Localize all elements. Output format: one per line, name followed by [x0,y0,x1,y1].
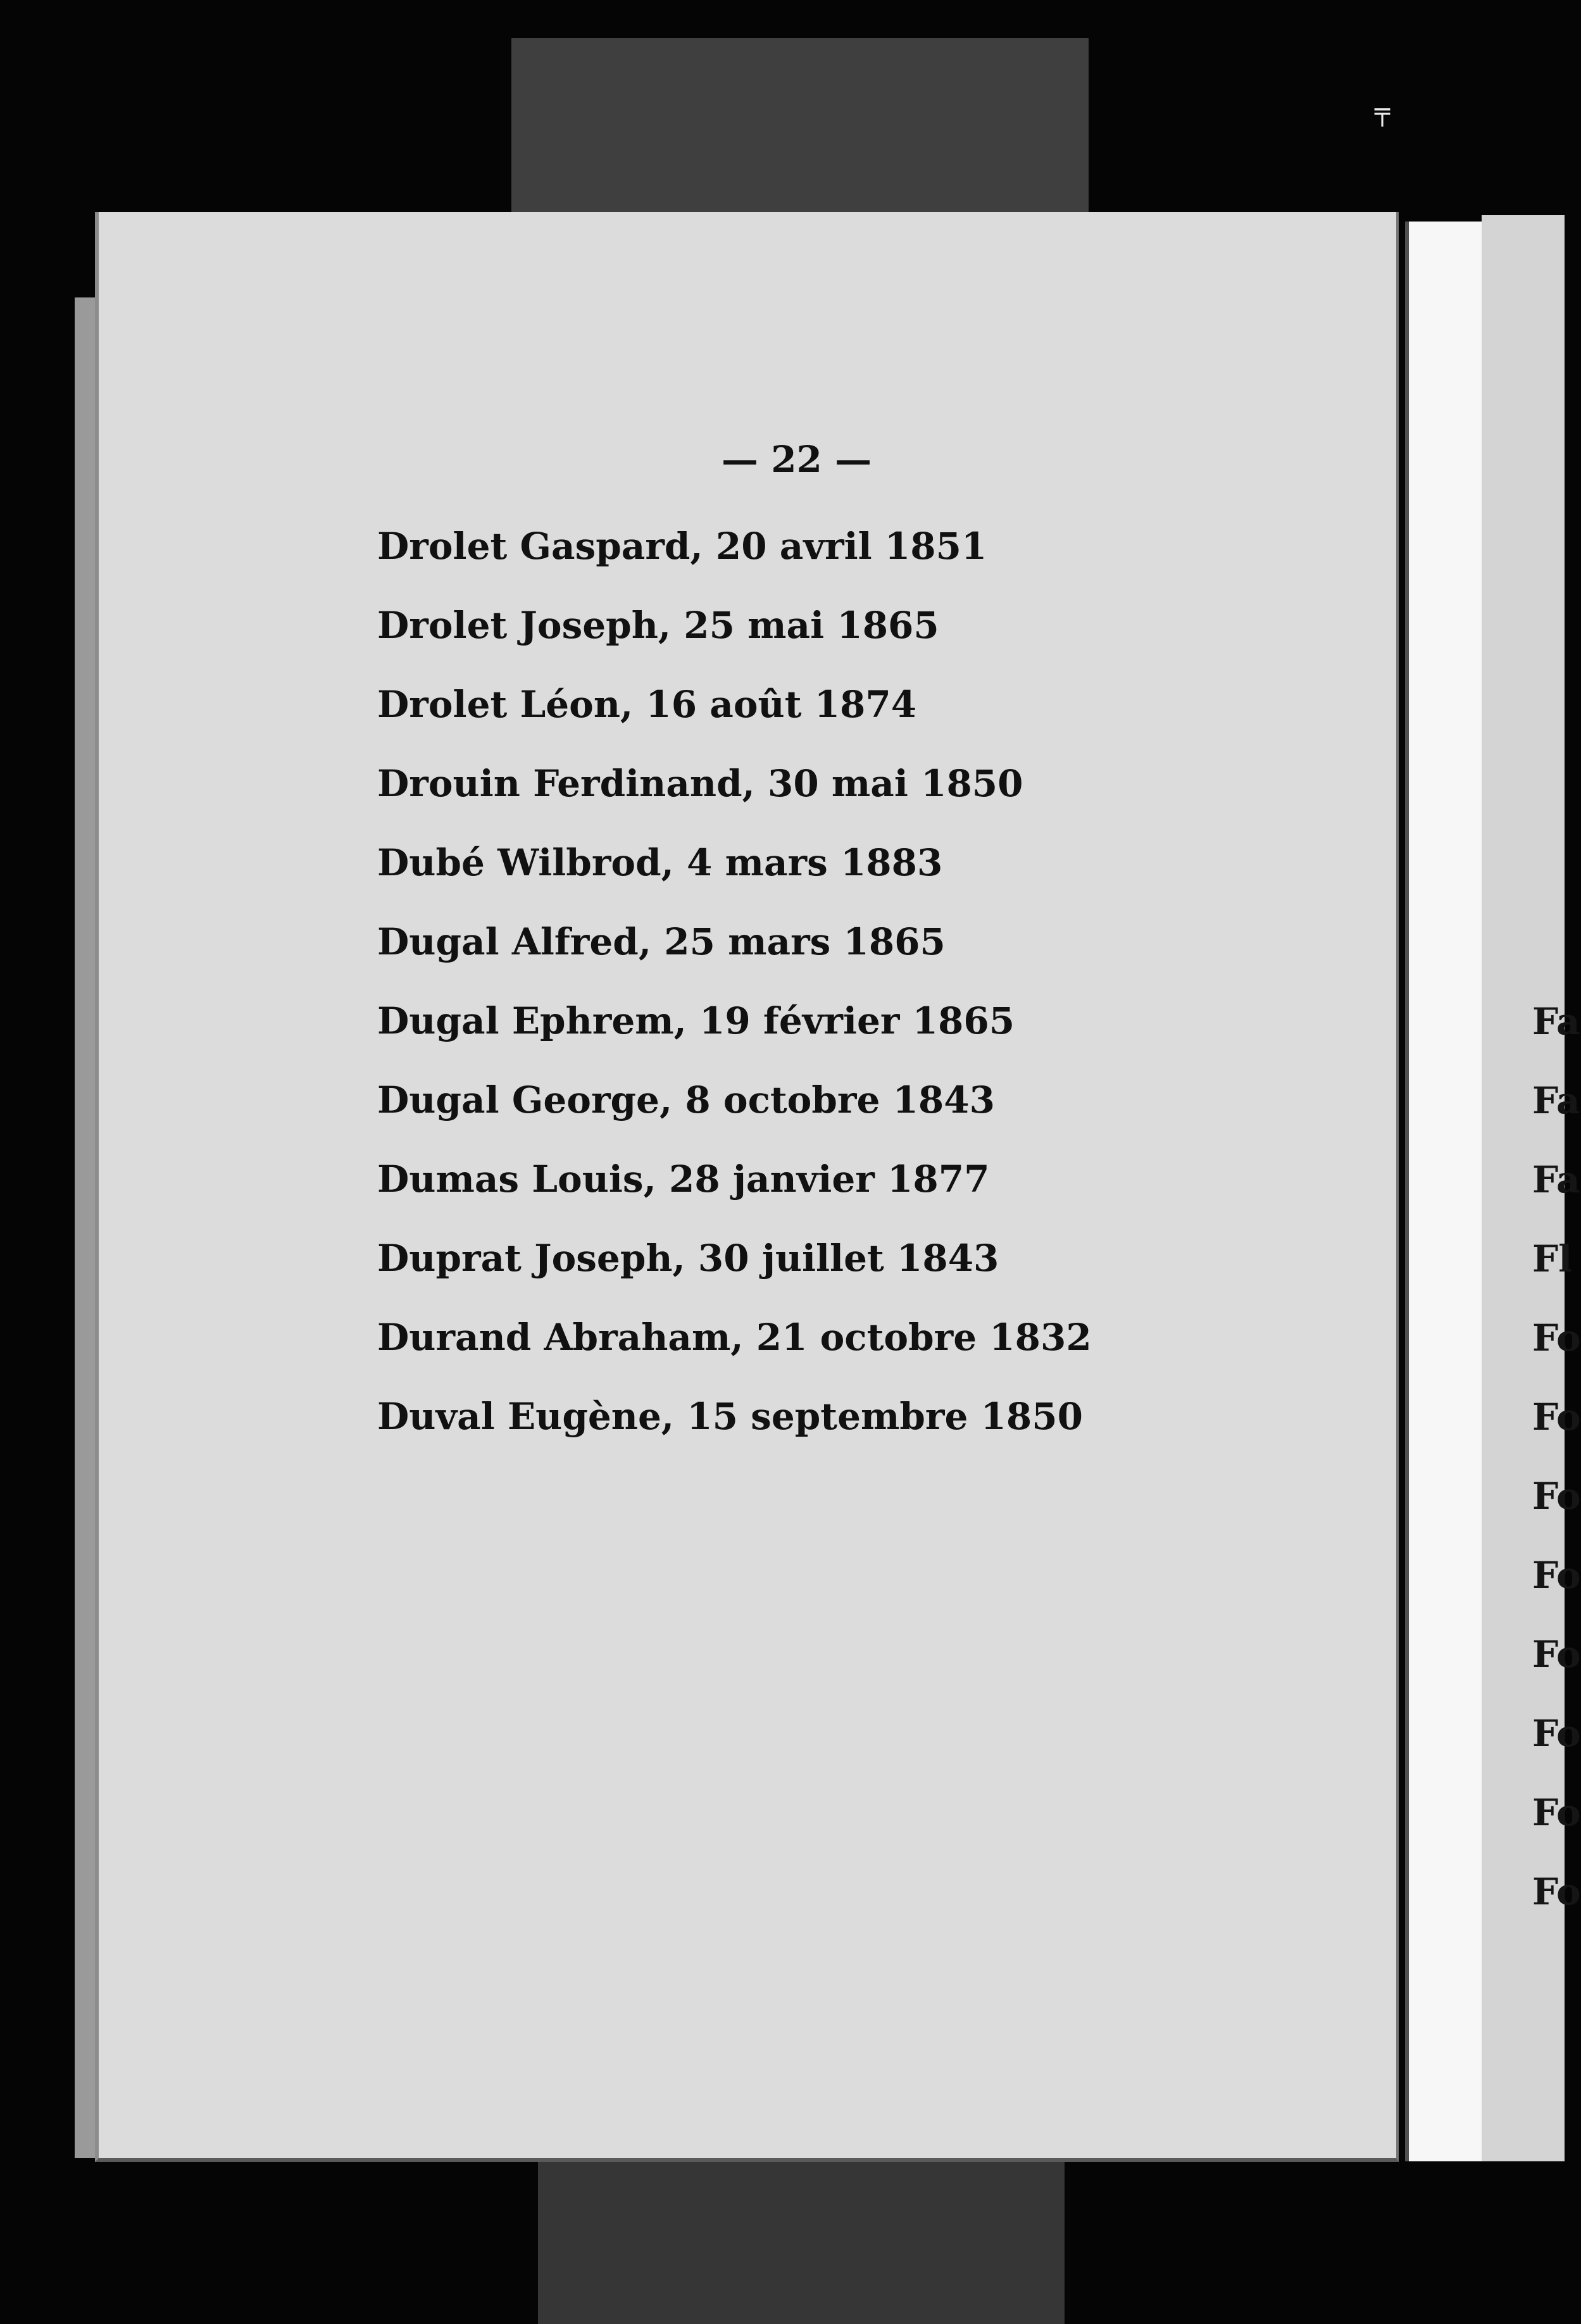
list-item: Duprat Joseph, 30 juillet 1843 [377,1237,999,1280]
next-page-fragment: Fo [1532,1712,1581,1755]
list-item: Dubé Wilbrod, 4 mars 1883 [377,841,943,884]
next-page-fragment: Fa [1532,1158,1580,1201]
mounting-tab-bottom [538,2158,1065,2324]
next-page-fragment: Fo [1532,1475,1581,1518]
list-item: Drolet Joseph, 25 mai 1865 [377,604,939,647]
list-item: Duval Eugène, 15 septembre 1850 [377,1395,1083,1438]
next-page-fragment: Fo [1532,1554,1581,1597]
page-number: — 22 — [722,438,872,481]
next-page-fragment: Fo [1532,1633,1581,1676]
list-item: Drolet Léon, 16 août 1874 [377,683,917,726]
next-page-fragment: Fo [1532,1396,1581,1439]
binding-strip [1405,222,1482,2161]
next-page-fragment: Fa [1532,1079,1580,1122]
next-page-fragment: Fl [1532,1237,1573,1280]
list-item: Dugal Ephrem, 19 février 1865 [377,999,1015,1042]
corner-mark-icon: ╤ [1375,97,1390,127]
list-item: Durand Abraham, 21 octobre 1832 [377,1316,1092,1359]
list-item: Dugal Alfred, 25 mars 1865 [377,920,946,963]
list-item: Dugal George, 8 octobre 1843 [377,1078,996,1121]
list-item: Drouin Ferdinand, 30 mai 1850 [377,762,1023,805]
next-page-fragment: Fo [1532,1791,1581,1834]
list-item: Drolet Gaspard, 20 avril 1851 [377,525,987,568]
next-page-fragment: Fa [1532,1000,1580,1043]
list-item: Dumas Louis, 28 janvier 1877 [377,1158,990,1201]
entry-list [377,519,1327,1468]
next-page-fragment: Fo [1532,1316,1581,1359]
next-page-fragment: Fo [1532,1870,1581,1913]
page-edge [75,297,95,2158]
next-page-edge [1482,215,1581,2161]
